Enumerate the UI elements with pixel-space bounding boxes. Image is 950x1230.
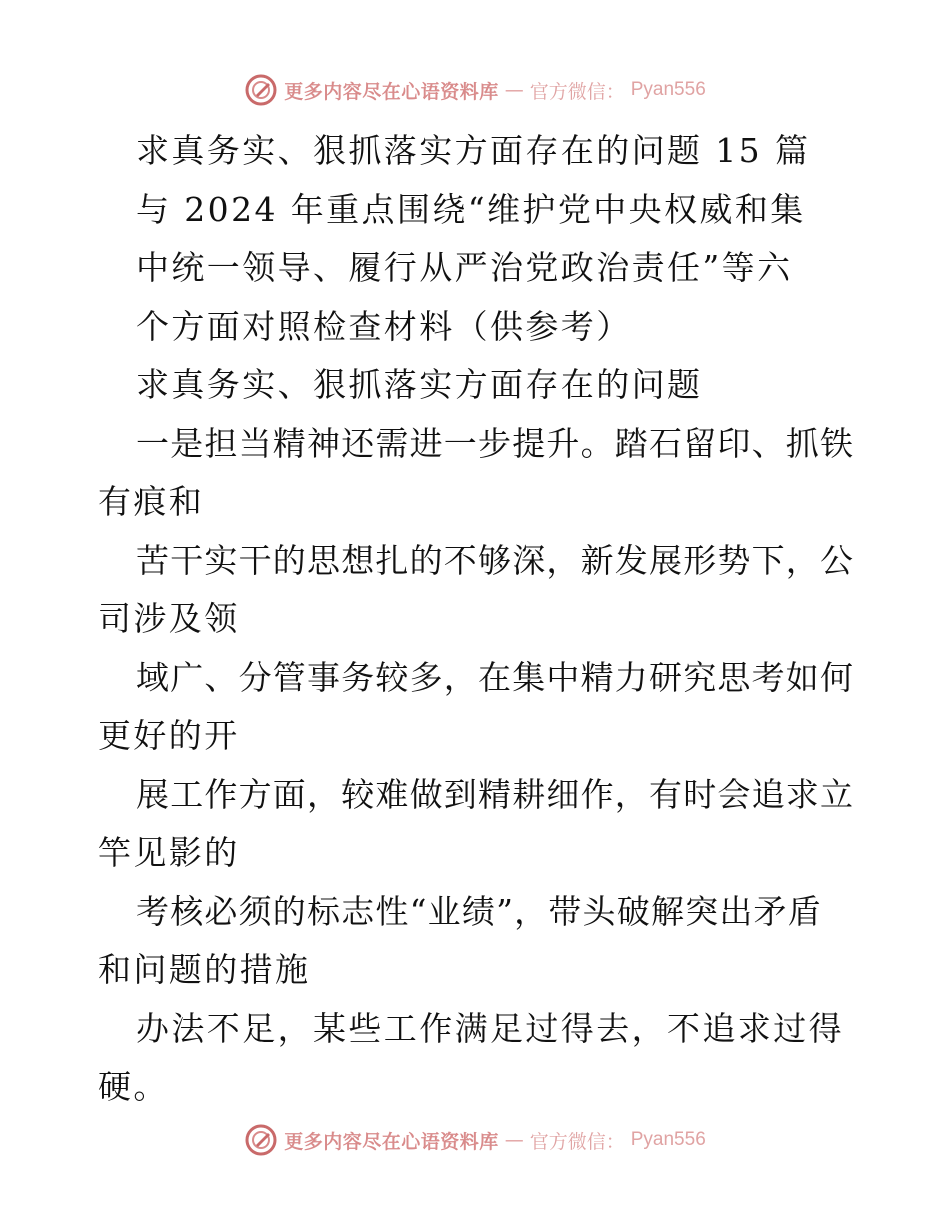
watermark-contact-id: Pyan556	[630, 1129, 706, 1150]
paragraph-line: 苦干实干的思想扎的不够深，新发展形势下，公	[136, 540, 855, 580]
title-line: 中统一领导、履行从严治党政治责任”等六	[136, 248, 793, 287]
paragraph-line: 展工作方面，较难做到精耕细作，有时会追求立	[136, 774, 855, 814]
paragraph-line: 考核必须的标志性“业绩”，带头破解突出矛盾	[136, 891, 822, 931]
watermark-text: 更多内容尽在心语资料库	[284, 1130, 499, 1153]
paragraph-line: 和问题的措施	[98, 950, 311, 989]
paragraph-line: 司涉及领	[98, 599, 240, 638]
header-watermark	[0, 70, 950, 110]
paragraph-line: 更好的开	[98, 716, 240, 755]
watermark-text: 更多内容尽在心语资料库	[284, 80, 499, 103]
paragraph-line: 竿见影的	[98, 833, 240, 872]
paragraph-line: 一是担当精神还需进一步提升。踏石留印、抓铁	[136, 423, 855, 463]
paragraph-line: 域广、分管事务较多，在集中精力研究思考如何	[136, 657, 855, 697]
title-line: 求真务实、狠抓落实方面存在的问题 15 篇	[136, 131, 811, 170]
paragraph-line: 硬。	[98, 1067, 169, 1106]
watermark-dash: —	[504, 79, 524, 101]
section-heading: 求真务实、狠抓落实方面存在的问题	[136, 365, 703, 404]
seal-logo-icon	[244, 73, 278, 107]
title-line: 与 2024 年重点围绕“维护党中央权威和集	[136, 189, 806, 229]
seal-logo-icon	[244, 1123, 278, 1157]
watermark-contact-label: 官方微信：	[529, 1130, 625, 1153]
watermark-contact-id: Pyan556	[630, 79, 706, 100]
title-line: 个方面对照检查材料（供参考）	[136, 306, 632, 346]
paragraph-line: 办法不足，某些工作满足过得去，不追求过得	[136, 1008, 844, 1048]
watermark-dash: —	[504, 1129, 524, 1151]
document-body	[98, 122, 858, 1117]
paragraph-line: 有痕和	[98, 482, 205, 521]
footer-watermark	[0, 1120, 950, 1160]
watermark-contact-label: 官方微信：	[529, 80, 625, 103]
